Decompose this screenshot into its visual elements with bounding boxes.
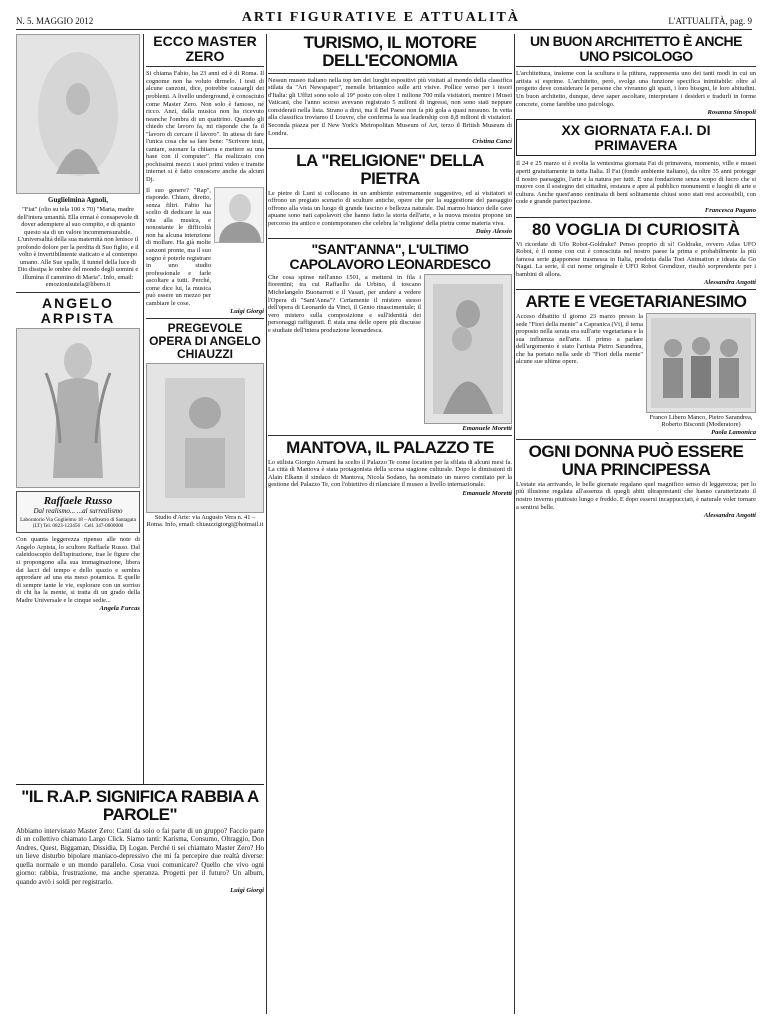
article-signature: Alessandra Angotti — [704, 512, 756, 520]
article-signature: Angela Furcas — [99, 605, 140, 613]
mantova-title: MANTOVA, IL PALAZZO TE — [286, 437, 494, 457]
column-divider — [514, 34, 515, 1014]
studio-name: Raffaele Russo — [43, 495, 113, 508]
sant-anna-painting-image — [424, 274, 512, 424]
event-photo-caption: Franco Libero Manco, Pietro Sarandrea, Roberto Bisconti (Moderatore) — [649, 414, 753, 429]
article-signature: Luigi Giorgi — [230, 308, 264, 316]
turismo-title: TURISMO, IL MOTORE DELL'ECONOMIA — [303, 34, 477, 70]
ecco-master-zero-title: ECCO MASTER ZERO — [153, 34, 257, 64]
masthead — [16, 8, 752, 30]
turismo-article: Nessun museo italiano nella top ten dei luoghi espositivi più visitati al mondo della classifica stilata da "Art Newspaper", mensile britannico sulle arti visive. Pollice verso per i tesori d'Italia: gli Uffizi sono solo al 19° posto con oltre 1 milione 700 mila visitatori, mentre i Musei Vaticani, che l'anno scorso avevano registrato 5 milioni di ingressi, non sono stati neppure considerati nella lista. Strano a dirsi, ma il Bel Paese non fa più gola a quasi nessuno. In vetta alla classifica troviamo il Louvre, che conferma la sua leadership con 8,8 milioni di visitatori. Seconda piazza per il New York's Metropolitan Museum of Art, terzo il British Museum di Londra. — [268, 76, 512, 137]
studio-address: Laboratorio Via Guglielmo 18 – Anfiteatro di Santagata (LT) Tel. 0823-123456 · Cell. 347-0000000 — [20, 517, 136, 530]
pregevole-opera-title: PREGEVOLE OPERA DI ANGELO CHIAUZZI — [149, 321, 261, 361]
column-3 — [268, 34, 512, 1014]
santanna-article: Che cosa spinse nell'anno 1501, a mettersi in fila i fiorentini; tra cui Raffaello da Urbino, il toscano Michelangelo Buonarroti e il Vasari, per andare a vedere l'Opera di "Sant'Anna"? Certamente il mistero stesso dell'opera di Leonardo da Vinci, il Genio rinascimentale; il vero mistero sulla composizione e sull'identità dei personaggi raffigurati. È stata una delle opere più discusse e studiate dell'intera produzione leonardesca. — [268, 273, 421, 334]
article-signature: Paola Lamonica — [711, 429, 756, 437]
page-number: L'ATTUALITÀ, pag. 9 — [668, 16, 752, 26]
sculpture-angel-image — [16, 328, 140, 488]
rap-interview — [16, 784, 264, 1014]
issue-date: N. 5. MAGGIO 2012 — [16, 16, 94, 26]
ecco-master-zero-article: Si chiama Fabio, ha 23 anni ed è di Roma. Il cognome non ha voluto dirmelo. I testi di alcune canzoni, dice, potrebbe causargli dei problemi. A livello underground, è conosciuto come Master Zero. Non solo è famoso, né ricco. Anzi, dalla musica non ha ricevuto neanche l'ombra di un quattrino. Quando gli chiedo che lavoro fa, mi risponde che fa il "lavoro di cercare il lavoro". In attesa di fare l'unica cosa che sa fare bene: "Scrivere testi, cantare, suonare la chitarra e mettere su una base con il computer". Ha realizzato con pochissimi mezzi i suoi primi video e tramite internet si è fatto conoscere anche da alcuni Dj. — [146, 70, 264, 184]
chiauzzi-caption: Studio d'Arte: via Augusto Vera n. 41 – Roma. Info, email: chiauzzigiorgi@hotmail.it — [146, 514, 264, 529]
angelo-arpista-article: Con quanta leggerezza ripenso alle note di Angelo Arpista, lo scultore Raffaele Russo. Dal caleidoscopio dell'ispirazione, trae le figure che si propongono alla sua immaginazione, libera dai lacci del tempo e dello spazio e sembra approdare ad una eta meso potamica. E quelle di sempre tante le vie, esplorare con un sorriso di chi ha la mente, si tratta di un grado della Madre Universale e le cinque sedie... — [16, 536, 140, 604]
rap-title: "IL R.A.P. SIGNIFICA RABBIA A PAROLE" — [21, 787, 259, 824]
article-signature: Emanuele Moretti — [462, 489, 512, 497]
article-signature: Alessandra Angotti — [704, 279, 756, 287]
chiauzzi-artwork-image — [146, 363, 264, 513]
architetto-title: UN BUON ARCHITETTO È ANCHE UNO PSICOLOGO — [529, 34, 743, 64]
mantova-article: Lo stilista Giorgio Armani ha scelto il Palazzo Te come location per la sfilata di alcuni mesi fa. La città di Mantova è stata protagonista della scorsa stagione culturale. Dopo le dimissioni di Alain Elkann il sindaco di Mantova, Nicola Sodano, ha nominato un nuovo comitato per la gestione del Palazzo Te, con l'obiettivo di rilanciare il museo a livello internazionale. — [268, 458, 512, 489]
rap-article: Abbiamo intervistato Master Zero: Canti da solo o fai parte di un gruppo? Faccio parte di un collettivo chiamato Largo Click. Siamo tanti: Karisma, Consumo, Oltraggio, Don Andres, Quest, Biggaman, Dissidia, Dj Logan. Perché ti sei chiamato Master Zero? Ho un lieve disturbo bipolare maniaco-depressivo che mi fa percepire due realtà diverse: quella normale e un mondo parallelo. Cosa vuoi comunicare? Quello che vivo ogni giorno: rabbia, frustrazione, ma anche speranza. Progetti per il futuro? Un album, quando avrò i soldi per registrarlo. — [16, 826, 264, 886]
principessa-title: OGNI DONNA PUÒ ESSERE UNA PRINCIPESSA — [528, 442, 744, 480]
religione-pietra-title: LA "RELIGIONE" DELLA PIETRA — [296, 151, 484, 188]
fai-box — [516, 119, 756, 156]
ecco-master-zero-article-cont: Il suo genere? "Rap", risponde. Chiaro, diretto, senza filtri. Fabio ha scelto di dedicare la sua vita alla musica, e nonostante le difficoltà non ha alcuna intenzione di mollare. Ha già molte canzoni pronte, ma il suo sogno è poterle registrare in uno studio professionale e farle ascoltare a tutti. Perché, come dice lui, la musica può essere un mezzo per cambiare le cose. — [146, 186, 211, 307]
studio-card — [16, 491, 140, 533]
article-signature: Daisy Alessio — [475, 228, 512, 236]
article-signature: Luigi Giorgi — [230, 887, 264, 895]
column-4 — [516, 34, 756, 1014]
column-divider — [266, 34, 267, 1014]
painting-artist: Guglielmina Agnoli, — [48, 196, 108, 204]
fai-title: XX GIORNATA F.A.I. DI PRIMAVERA — [561, 122, 711, 153]
event-photo-image — [646, 313, 756, 413]
curiosita-article: Vi ricordate di Ufo Robot-Goldrake? Penso proprio di sì! Goldrake, ovvero Atlas UFO Robot, è il nome con cui è conosciuta nel nostro paese la prima e probabilmente la più famosa serie giapponese trasmessa in Italia, prodotta dalla Toei Animation e ideata da Go Nagai. La serie, il cui nome originale è UFO Robot Grendizer, risultò sorprendente per i bambini di allora. — [516, 240, 756, 278]
article-signature: Emanuele Moretti — [462, 424, 512, 432]
vegetarianesimo-title: ARTE E VEGETARIANESIMO — [525, 292, 747, 312]
painting-fiat-image — [16, 34, 140, 194]
article-signature: Francesca Pagano — [704, 206, 756, 214]
curiosita-title: 80 VOGLIA DI CURIOSITÀ — [531, 219, 741, 239]
fai-article: Il 24 e 25 marzo si è svolta la ventesima giornata Fai di primavera, momento, ville e musei aperti gratuitamente in tutta Italia. Il Fai (fondo ambiente italiano), da oltre 35 anni protegge il nostro paesaggio, l'arte e la natura per tutti. E una fondazione senza scopo di lucro che si muove con il sostegno dei cittadini, restaura e apre al pubblico monumenti e luoghi di arte e cultura. Anche quest'anno centinaia di beni solitamente chiusi sono stati resi accessibili, con code e grande partecipazione. — [516, 160, 756, 206]
studio-tagline: Dal realismo... ...al surrealismo — [33, 507, 123, 516]
painting-description: "Fiat" (olio su tela 100 x 70) "Maria, madre dell'intera umanità. Ella ermai è consapevole di dover adempiere al suo compito, e di quanto questo sia di un valore incommensurabile. L'universalità della sua maternità non lenisce il profondo dolore per la perdita di Suo figlio, e il volto è invertibilmente staticato e al contempo umano. Alle Sue spalle, il tunnel della luce di Dio dissipa le ombre del mondo degli uomini e illumina il cammino di Maria". Info, email: emozionisutela@libero.it — [17, 206, 139, 289]
angelo-arpista-title: ANGELO ARPISTA — [40, 295, 116, 326]
architetto-article: L'architettura, insieme con la scultura e la pittura, rappresenta uno dei tanti modi in cui un artista si esprime. L'architetto, però, svolge una funzione specifica inimitabile: oltre al progetto deve considerare le persone che vivranno gli spazi, i loro bisogni, le loro abitudini. Un buon architetto, dunque, deve saper ascoltare, interpretare i desideri e tradurli in forme concrete, come farebbe uno psicologo. — [516, 70, 756, 108]
principessa-article: L'estate sta arrivando, le belle giornate regalano quel magnifico senso di leggerezza; per lo più illusione regalata all'assenza di quegli abiti ultraprestanti che hanno caratterizzato il nostro inverno piuttosto lungo e freddo. E dopo essersi incappucciati, è naturale voler tornare a sentirsi belle. — [516, 480, 756, 511]
santanna-title: "SANT'ANNA", L'ULTIMO CAPOLAVORO LEONARDESCO — [289, 241, 491, 273]
article-signature: Cristina Canci — [472, 138, 512, 146]
section-title: ARTI FIGURATIVE E ATTUALITÀ — [241, 10, 520, 25]
master-zero-portrait — [214, 187, 264, 243]
article-signature: Rosanna Sinopoli — [707, 109, 756, 117]
religione-pietra-article: Le pietre di Luni si collocano in un ambiente estremamente suggestivo, ed ai visitatori si offrono un pregiato scenario di sculture antiche, opere che per la suggestione del paesaggio offrono alla vista un luogo di grande fascino e bellezza naturale. Dal marmo bianco delle cave apuane sono nati capolavori che hanno fatto la storia dell'arte, e la nuova mostra propone un percorso tra antico e contemporaneo che celebra la 'religione' della pietra come materia viva. — [268, 189, 512, 227]
vegetarianesimo-article: Acceso dibattito il giorno 23 marzo presso la sede "Fiori della mente" a Capranica (Vt), il tema proposto nella serata era sull'arte vegetariana e la sua influenza nell'arte. Il primo a parlare dell'argomento è stato l'artista Pietro Sarandrea, che ha portato nella sede di "Fiori della mente" alcune sue ultime opere. — [516, 313, 643, 366]
